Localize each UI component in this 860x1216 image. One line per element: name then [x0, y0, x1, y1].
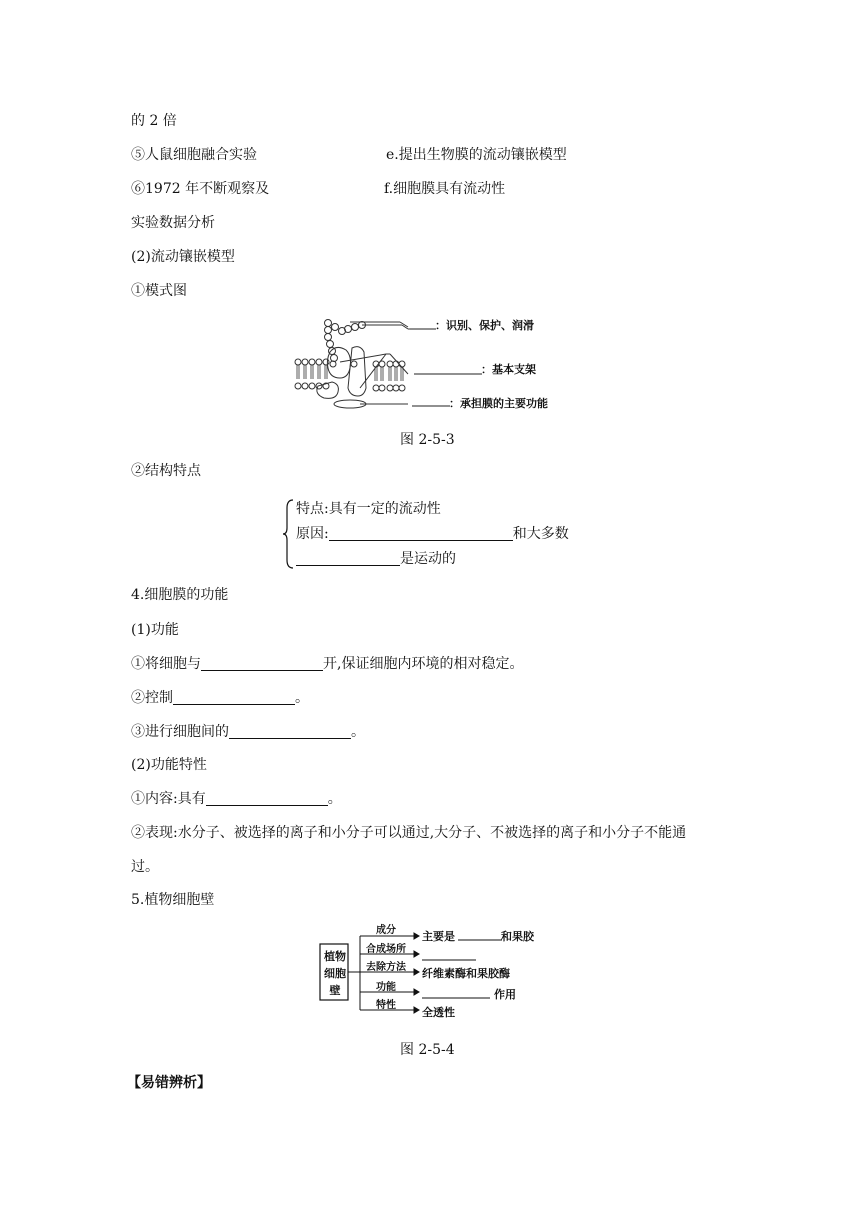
- section-heading: 5.植物细胞壁: [131, 892, 215, 908]
- brace-line-3: 是运动的: [296, 550, 456, 568]
- text-line: ⑥1972 年不断观察及: [131, 181, 270, 197]
- answer-blank: [206, 791, 328, 806]
- fig1-label-protein: ：承担膜的主要功能: [449, 397, 548, 410]
- section-heading: (2)功能特性: [131, 757, 207, 773]
- text-line: ①将细胞与 开,保证细胞内环境的相对稳定。: [131, 656, 524, 672]
- text-line: e.提出生物膜的流动镶嵌模型: [386, 147, 567, 163]
- answer-blank: [201, 656, 323, 671]
- answer-blank: [229, 724, 351, 739]
- arrow-label-removal: 去除方法: [366, 962, 406, 973]
- membrane-model-figure: [290, 312, 570, 416]
- result-removal: 纤维素酶和果胶酶: [422, 967, 510, 980]
- result-function: 作用: [494, 988, 516, 1001]
- cell-wall-figure: [318, 920, 548, 1026]
- text-line: ②表现:水分子、被选择的离子和小分子可以通过,大分子、不被选择的离子和小分子不能通: [131, 825, 687, 841]
- fig1-label-bilayer: ：基本支架: [481, 363, 536, 376]
- text-line: f.细胞膜具有流动性: [384, 181, 506, 197]
- section-heading: (2)流动镶嵌模型: [131, 249, 235, 265]
- text-line: ②控制 。: [131, 690, 309, 706]
- arrow-label-synthesis: 合成场所: [366, 944, 406, 955]
- result-property: 全透性: [422, 1006, 455, 1019]
- text-line: 实验数据分析: [131, 215, 215, 231]
- section-heading: 4.细胞膜的功能: [131, 587, 229, 603]
- text-line: ③进行细胞间的 。: [131, 724, 365, 740]
- fig1-label-glycocalyx: ：识别、保护、润滑: [435, 319, 534, 332]
- cell-wall-box: 植物 细胞 壁: [324, 950, 346, 997]
- answer-blank: [173, 690, 295, 705]
- text-line: 的 2 倍: [131, 113, 177, 129]
- result-composition: 主要是 和果胶: [422, 930, 534, 943]
- text-line: ①内容:具有 。: [131, 791, 342, 807]
- arrow-label-function: 功能: [376, 982, 396, 993]
- answer-blank: [329, 526, 513, 541]
- brace-line-2: 原因: 和大多数: [296, 526, 569, 542]
- answer-blank: [296, 551, 400, 566]
- section-heading: 【易错辨析】: [127, 1075, 211, 1091]
- arrow-label-property: 特性: [376, 1000, 396, 1011]
- text-line: ⑤人鼠细胞融合实验: [131, 147, 257, 163]
- text-line: ①模式图: [131, 283, 187, 299]
- brace-line-1: 特点:具有一定的流动性: [296, 501, 441, 517]
- figure-caption: 图 2-5-3: [400, 432, 455, 448]
- figure-caption: 图 2-5-4: [400, 1042, 455, 1058]
- text-line: ②结构特点: [131, 463, 201, 479]
- arrow-label-composition: 成分: [376, 925, 396, 936]
- text-line: 过。: [131, 859, 159, 875]
- section-heading: (1)功能: [131, 622, 179, 638]
